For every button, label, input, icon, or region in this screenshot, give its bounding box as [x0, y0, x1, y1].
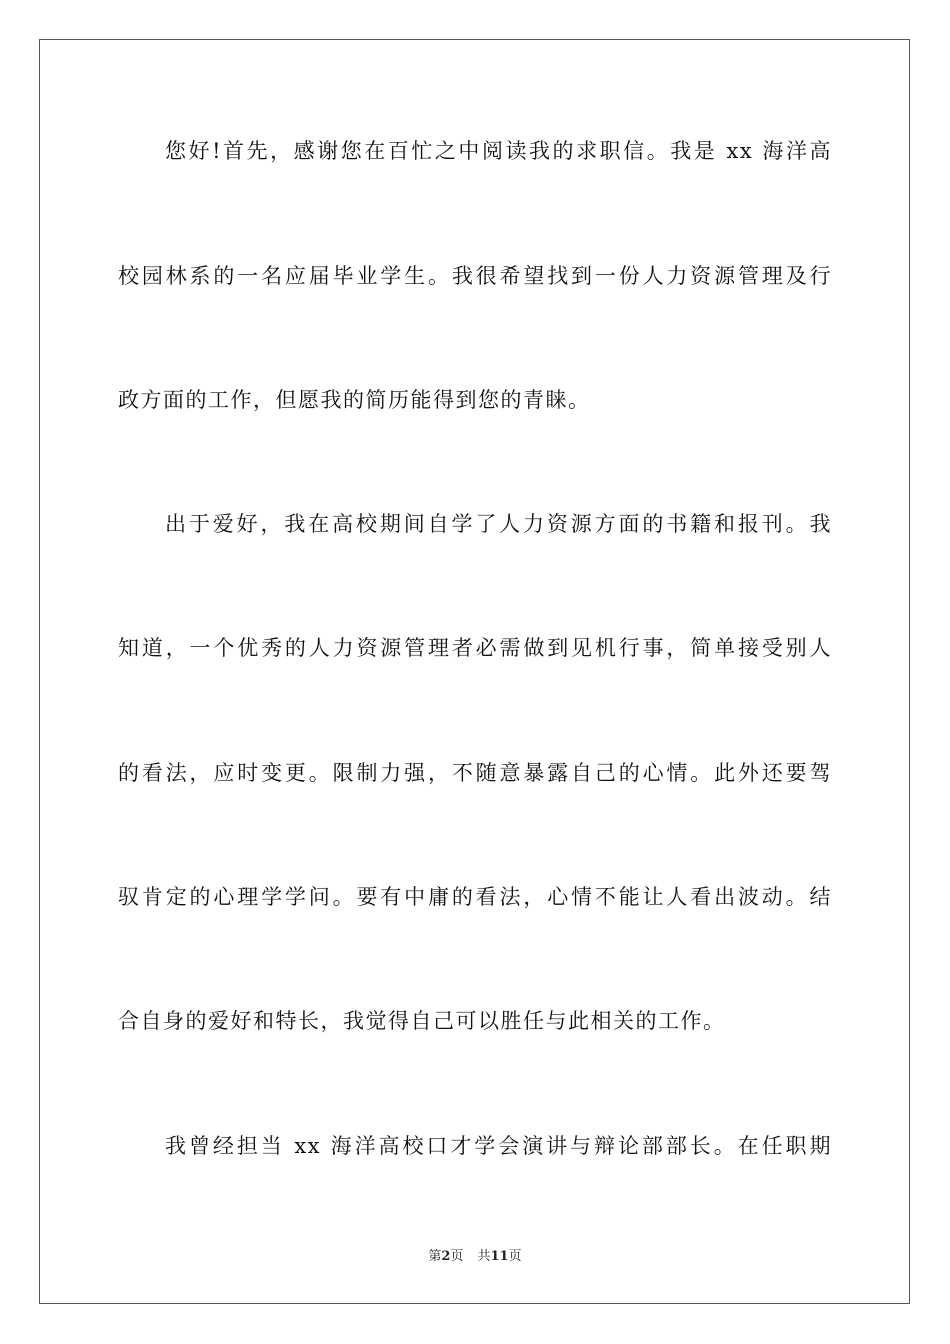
total-pages: 11: [490, 1249, 509, 1264]
page-suffix: 页: [450, 1249, 464, 1264]
paragraph-3-line-1: 我曾经担当 xx 海洋高校口才学会演讲与辩论部部长。在任职期: [165, 1134, 832, 1158]
page-number: 2: [441, 1249, 451, 1264]
total-prefix: 共: [477, 1249, 491, 1264]
paragraph-2-line-5: 合自身的爱好和特长，我觉得自己可以胜任与此相关的工作。: [118, 1009, 726, 1033]
total-suffix: 页: [508, 1249, 522, 1264]
paragraph-2-line-2: 知道，一个优秀的人力资源管理者必需做到见机行事，简单接受别人: [118, 636, 832, 660]
paragraph-2-line-4: 驭肯定的心理学学问。要有中庸的看法，心情不能让人看出波动。结: [118, 885, 832, 909]
page-footer: [0, 1248, 950, 1266]
paragraph-2-line-3: 的看法，应时变更。限制力强，不随意暴露自己的心情。此外还要驾: [118, 761, 832, 785]
page-prefix: 第: [428, 1249, 442, 1264]
page-border: [39, 39, 910, 1304]
paragraph-1-line-2: 校园林系的一名应届毕业学生。我很希望找到一份人力资源管理及行: [118, 264, 832, 288]
paragraph-2-line-1: 出于爱好，我在高校期间自学了人力资源方面的书籍和报刊。我: [165, 512, 832, 536]
paragraph-1-line-1: 您好!首先，感谢您在百忙之中阅读我的求职信。我是 xx 海洋高: [165, 139, 832, 163]
paragraph-1-line-3: 政方面的工作，但愿我的简历能得到您的青睐。: [118, 388, 591, 412]
